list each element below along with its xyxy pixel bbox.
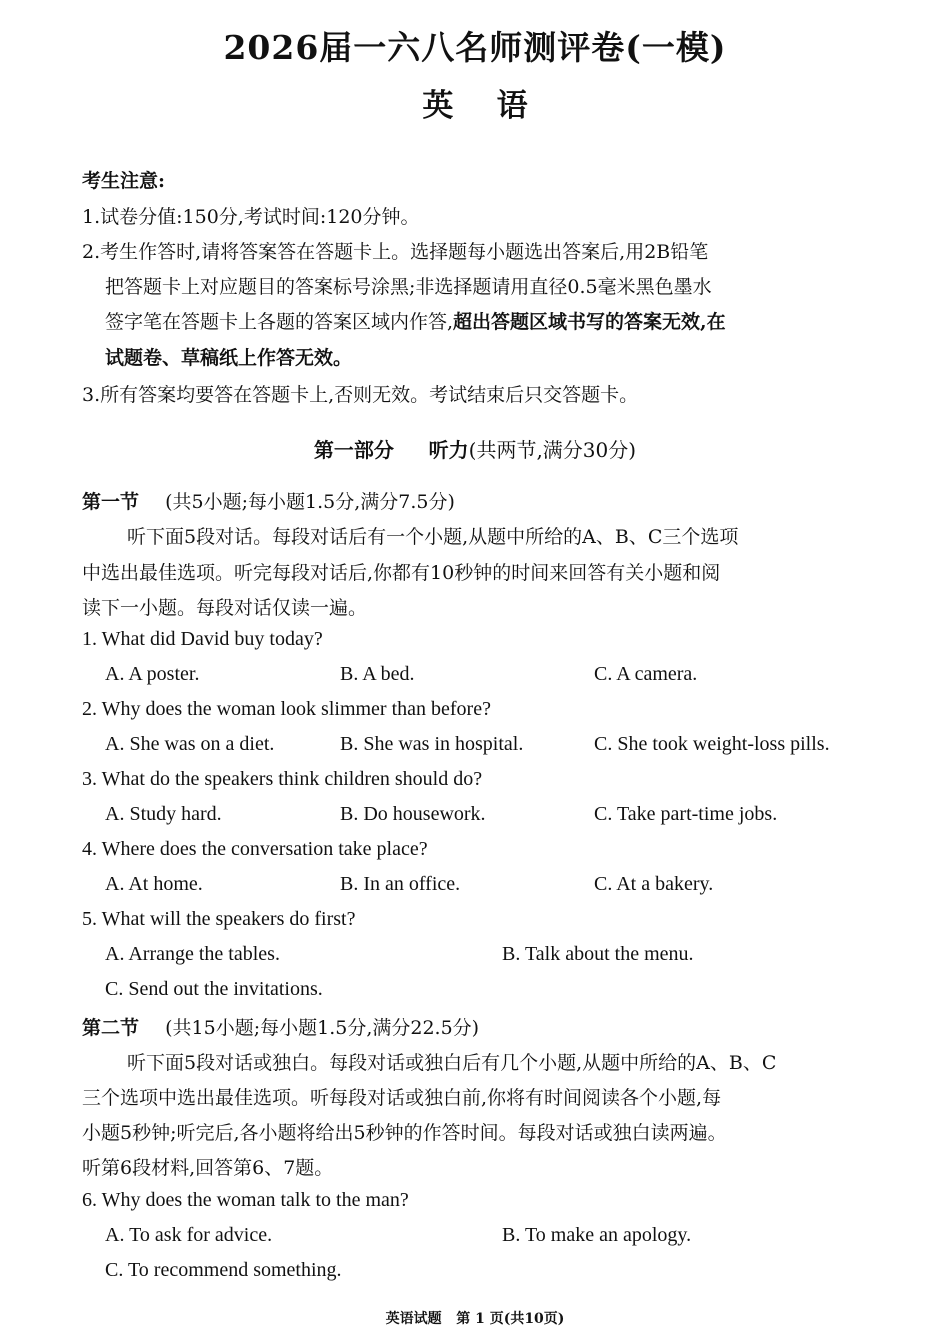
question-1: 1. What did David buy today? — [82, 628, 323, 650]
section2-label: 第二节 — [82, 1017, 140, 1039]
question-1-option-b: B. A bed. — [340, 663, 415, 685]
question-1-option-a: A. A poster. — [105, 663, 200, 685]
question-5-option-a: A. Arrange the tables. — [105, 943, 280, 965]
question-3: 3. What do the speakers think children should do? — [82, 768, 483, 790]
question-1-option-c: C. A camera. — [594, 663, 698, 685]
question-2-option-a: A. She was on a diet. — [105, 733, 275, 755]
section1-instruction-2: 中选出最佳选项。听完每段对话后,你都有10秒钟的时间来回答有关小题和阅 — [82, 562, 721, 584]
notice-item-2-cont: 把答题卡上对应题目的答案标号涂黑;非选择题请用直径0.5毫米黑色墨水 — [105, 276, 712, 298]
section1-heading — [82, 487, 455, 514]
section2-instruction-4: 听第6段材料,回答第6、7题。 — [82, 1157, 334, 1179]
question-6: 6. Why does the woman talk to the man? — [82, 1189, 409, 1211]
notice-item-1: 1.试卷分值:150分,考试时间:120分钟。 — [82, 206, 420, 228]
question-5-option-c: C. Send out the invitations. — [105, 978, 323, 1000]
section1-note: (共5小题;每小题1.5分,满分7.5分) — [165, 491, 455, 513]
notice-text: 签字笔在答题卡上各题的答案区域内作答, — [105, 311, 454, 333]
question-3-option-a: A. Study hard. — [105, 803, 222, 825]
section2-instruction-2: 三个选项中选出最佳选项。听每段对话或独白前,你将有时间阅读各个小题,每 — [82, 1087, 722, 1109]
question-5-option-b: B. Talk about the menu. — [502, 943, 694, 965]
part1-name: 听力 — [428, 438, 469, 462]
question-6-option-c: C. To recommend something. — [105, 1259, 342, 1281]
question-4: 4. Where does the conversation take place? — [82, 838, 428, 860]
question-2: 2. Why does the woman look slimmer than before? — [82, 698, 491, 720]
section1-label: 第一节 — [82, 491, 140, 513]
section2-instruction-1: 听下面5段对话或独白。每段对话或独白后有几个小题,从题中所给的A、B、C — [127, 1052, 777, 1074]
question-2-option-b: B. She was in hospital. — [340, 733, 524, 755]
section1-instruction-1: 听下面5段对话。每段对话后有一个小题,从题中所给的A、B、C三个选项 — [127, 526, 739, 548]
exam-subject: 英 语 — [422, 88, 528, 124]
notice-item-2: 2.考生作答时,请将答案答在答题卡上。选择题每小题选出答案后,用2B铅笔 — [82, 241, 709, 263]
section1-instruction-3: 读下一小题。每段对话仅读一遍。 — [82, 597, 368, 619]
section2-instruction-3: 小题5秒钟;听完后,各小题将给出5秒钟的作答时间。每段对话或独白读两遍。 — [82, 1122, 727, 1144]
question-3-option-b: B. Do housework. — [340, 803, 486, 825]
part1-title — [0, 434, 950, 463]
section2-note: (共15小题;每小题1.5分,满分22.5分) — [165, 1017, 480, 1039]
notice-item-3: 3.所有答案均要答在答题卡上,否则无效。考试结束后只交答题卡。 — [82, 384, 639, 406]
question-4-option-c: C. At a bakery. — [594, 873, 714, 895]
exam-title: 2026届一六八名师测评卷(一模) — [223, 28, 727, 67]
question-6-option-a: A. To ask for advice. — [105, 1224, 273, 1246]
section2-heading — [82, 1013, 479, 1040]
question-6-option-b: B. To make an apology. — [502, 1224, 692, 1246]
question-5: 5. What will the speakers do first? — [82, 908, 356, 930]
part1-label: 第一部分 — [313, 438, 394, 462]
part1-note: (共两节,满分30分) — [468, 438, 637, 462]
question-3-option-c: C. Take part-time jobs. — [594, 803, 778, 825]
question-4-option-a: A. At home. — [105, 873, 203, 895]
notice-bold-text: 超出答题区域书写的答案无效,在 — [453, 311, 726, 333]
notice-heading: 考生注意: — [82, 170, 166, 192]
notice-item-2-cont3: 试题卷、草稿纸上作答无效。 — [105, 347, 353, 369]
question-2-option-c: C. She took weight-loss pills. — [594, 733, 830, 755]
notice-item-2-cont2 — [105, 307, 726, 334]
question-4-option-b: B. In an office. — [340, 873, 461, 895]
page-footer: 英语试题 第 1 页(共10页) — [385, 1311, 565, 1327]
